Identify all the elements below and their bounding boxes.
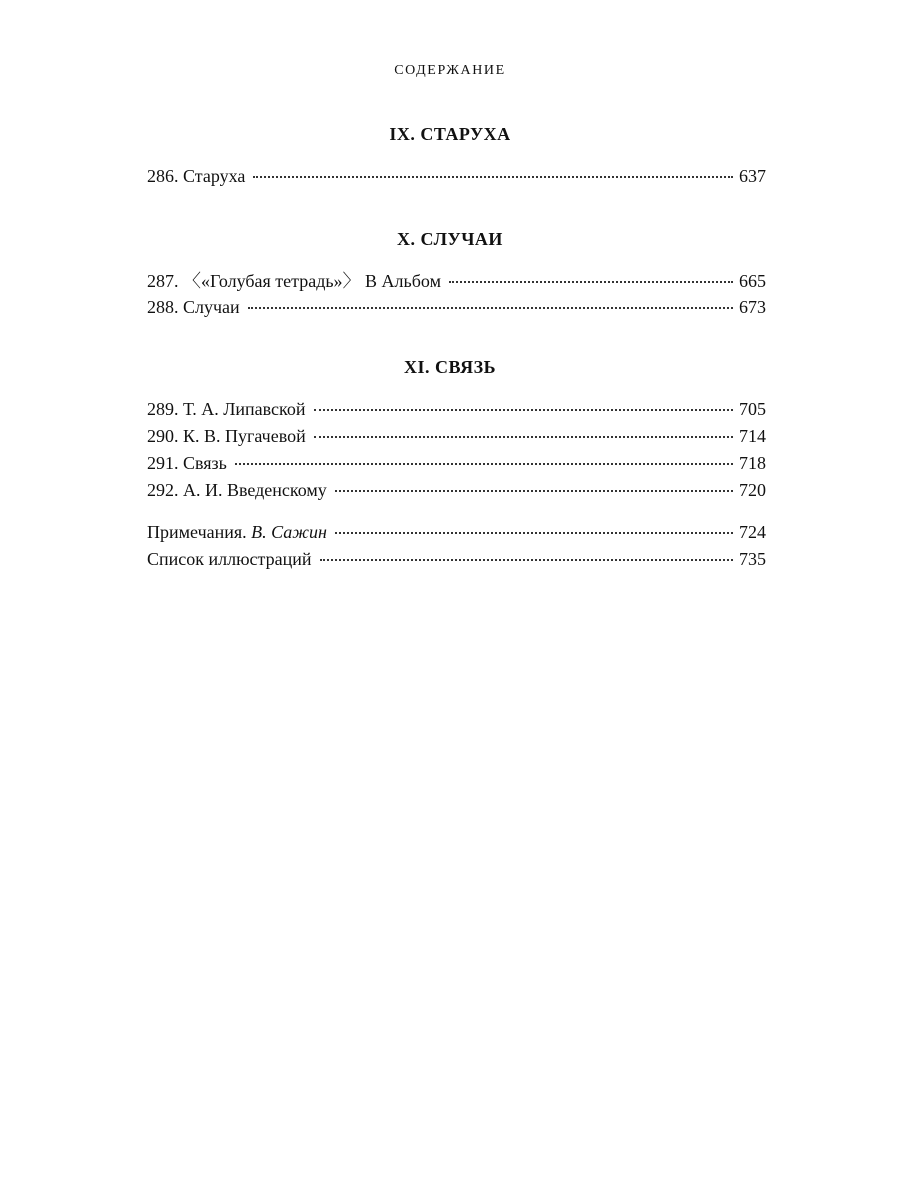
entry-page-number: 673 bbox=[739, 297, 766, 317]
entry-title: 286. Старуха bbox=[147, 166, 246, 186]
toc-entry[interactable] bbox=[147, 163, 766, 189]
section-title-x: X. СЛУЧАИ bbox=[397, 229, 503, 249]
dot-leader bbox=[235, 463, 733, 465]
entry-title: 291. Связь bbox=[147, 453, 227, 473]
entry-page-number: 735 bbox=[739, 549, 766, 569]
entry-title: 288. Случаи bbox=[147, 297, 240, 317]
entry-page-number: 720 bbox=[739, 480, 766, 500]
dot-leader bbox=[335, 490, 733, 492]
entry-title: 290. К. В. Пугачевой bbox=[147, 426, 306, 446]
entry-page-number: 637 bbox=[739, 166, 766, 186]
entry-page-number: 718 bbox=[739, 453, 766, 473]
toc-entry[interactable] bbox=[147, 423, 766, 449]
entry-page-number: 705 bbox=[739, 399, 766, 419]
entry-title: 289. Т. А. Липавской bbox=[147, 399, 306, 419]
dot-leader bbox=[314, 409, 733, 411]
dot-leader bbox=[449, 281, 733, 283]
dot-leader bbox=[248, 307, 733, 309]
entry-author: В. Сажин bbox=[251, 522, 327, 542]
entry-title: 287. 〈«Голубая тетрадь»〉 В Альбом bbox=[147, 271, 441, 291]
entry-page-number: 714 bbox=[739, 426, 766, 446]
dot-leader bbox=[335, 532, 733, 534]
toc-entry[interactable] bbox=[147, 450, 766, 476]
toc-entry[interactable] bbox=[147, 477, 766, 503]
toc-entry-notes[interactable] bbox=[147, 519, 766, 545]
dot-leader bbox=[320, 559, 733, 561]
toc-entry[interactable] bbox=[147, 396, 766, 422]
section-title-ix: IX. СТАРУХА bbox=[389, 124, 511, 144]
toc-entry[interactable] bbox=[147, 268, 766, 294]
toc-entry-illustrations[interactable] bbox=[147, 546, 766, 572]
running-head: СОДЕРЖАНИЕ bbox=[394, 63, 506, 78]
entry-title bbox=[147, 519, 327, 545]
entry-page-number: 665 bbox=[739, 271, 766, 291]
dot-leader bbox=[314, 436, 733, 438]
entry-title-text: Примечания. bbox=[147, 522, 247, 542]
section-title-xi: XI. СВЯЗЬ bbox=[403, 357, 496, 377]
entry-title: 292. А. И. Введенскому bbox=[147, 480, 327, 500]
toc-entry[interactable] bbox=[147, 294, 766, 320]
entry-page-number: 724 bbox=[739, 522, 766, 542]
entry-title: Список иллюстраций bbox=[147, 549, 312, 569]
dot-leader bbox=[253, 176, 733, 178]
